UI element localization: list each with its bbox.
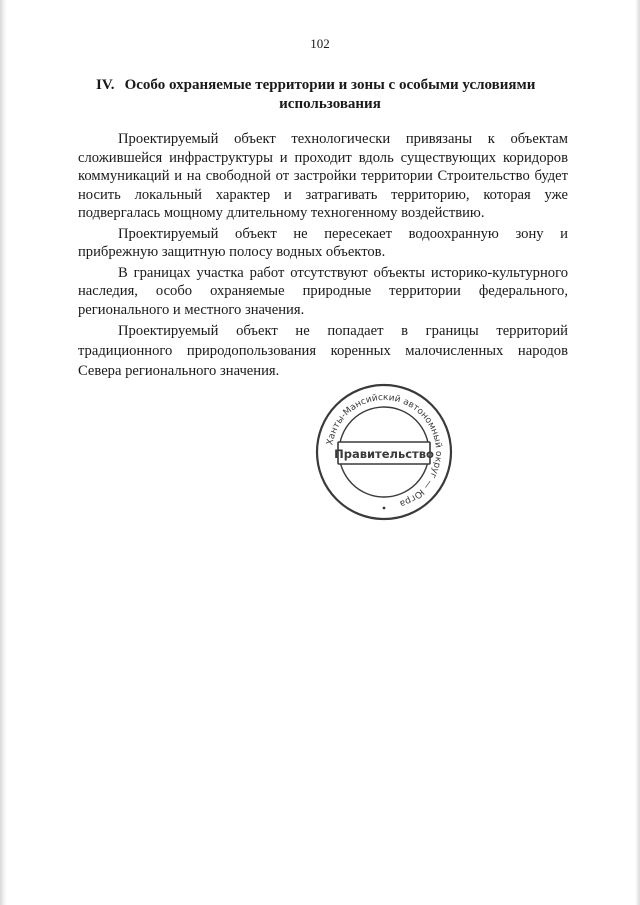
section-heading: [80, 76, 580, 114]
paragraph: В границах участка работ отсутствуют объекты историко-культурного наследия, особо охраняемые природные территории федерального, регионального и местного значения.: [78, 264, 568, 318]
stamp-center-text: Правительство: [334, 447, 434, 461]
scan-edge-left: [0, 0, 7, 905]
paragraph: Проектируемый объект технологически привязаны к объектам сложившейся инфраструктуры и проходит вдоль существующих коридоров коммуникаций и на свободной от застройки территории Строительство будет носить локальный характер и затрагивать территорию, которая уже подвергалась мощному длительному техногенному воздействию.: [78, 131, 568, 221]
section-number: IV.: [96, 77, 115, 93]
stamp-seal-icon: [314, 382, 454, 522]
document-body: [78, 130, 568, 381]
stamp-ring-text: Ханты-Мансийский автономный округ — Югра: [325, 392, 444, 509]
section-title: Особо охраняемые территории и зоны с особыми условиями использования: [124, 77, 536, 112]
paragraph: Проектируемый объект не попадает в границы территорий традиционного природопользования коренных малочисленных народов Севера регионального значения.: [78, 323, 568, 379]
page-number: 102: [310, 36, 330, 51]
scan-edge-right: [635, 0, 640, 905]
official-stamp: [314, 382, 454, 522]
stamp-dot: [383, 507, 386, 510]
paragraph: Проектируемый объект не пересекает водоохранную зону и прибрежную защитную полосу водных объектов.: [78, 225, 568, 260]
